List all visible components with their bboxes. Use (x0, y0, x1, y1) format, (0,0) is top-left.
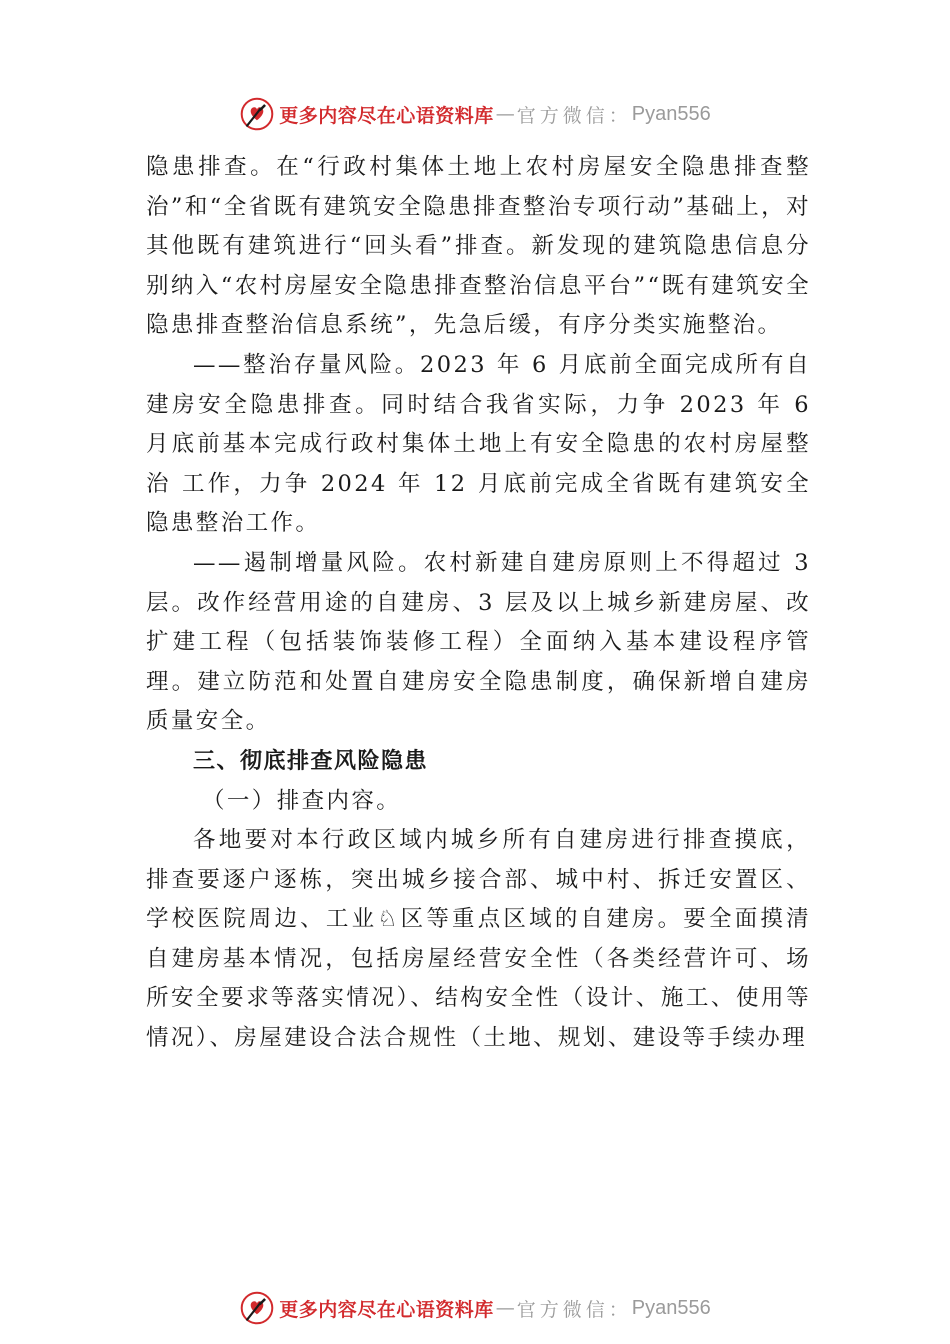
watermark-promo-text: 更多内容尽在心语资料库 (279, 104, 494, 127)
document-body (146, 148, 811, 1059)
watermark-dash: — (495, 103, 515, 125)
paragraph-1: 隐患排查。在“行政村集体土地上农村房屋安全隐患排查整治”和“全省既有建筑安全隐患排查整治专项行动”基础上，对其他既有建筑进行“回头看”排查。新发现的建筑隐患信息分别纳入“农村房屋安全隐患排查整治信息平台”“既有建筑安全隐患排查整治信息系统”，先急后缓，有序分类实施整治。 (146, 154, 811, 339)
subsection-heading: （一）排查内容。 (202, 787, 402, 814)
watermark-dash: — (495, 1297, 515, 1319)
paragraph-2: ——整治存量风险。2023 年 6 月底前全面完成所有自建房安全隐患排查。同时结合我省实际，力争 2023 年 6 月底前基本完成行政村集体土地上有安全隐患的农村房屋整治 工作，力争 2024 年 12 月底前完成全省既有建筑安全隐患整治工作。 (146, 351, 811, 537)
watermark-promo-text: 更多内容尽在心语资料库 (279, 1298, 494, 1321)
pen-heart-logo-icon (239, 1290, 275, 1326)
pen-heart-logo-icon (239, 96, 275, 132)
watermark-wechat-id: Pyan556 (631, 1296, 711, 1319)
watermark-wechat-label: 官方微信： (516, 104, 632, 127)
section-heading: 三、彻底排查风险隐患 (193, 748, 429, 774)
watermark-wechat-id: Pyan556 (631, 102, 711, 125)
watermark-banner-top (0, 94, 950, 134)
paragraph-3: ——遏制增量风险。农村新建自建房原则上不得超过 3 层。改作经营用途的自建房、3 层及以上城乡新建房屋、改扩建工程（包括装饰装修工程）全面纳入基本建设程序管理。建立防范和处置自建房安全隐患制度，确保新增自建房质量安全。 (146, 549, 811, 735)
watermark-banner-bottom (0, 1288, 950, 1328)
watermark-wechat-label: 官方微信： (516, 1298, 632, 1321)
paragraph-4: 各地要对本行政区域内城乡所有自建房进行排查摸底，排查要逐户逐栋，突出城乡接合部、城中村、拆迁安置区、 学校医院周边、工业♘区等重点区域的自建房。要全面摸清自建房基本情况，包括房屋经营安全性（各类经营许可、场所安全要求等落实情况）、结构安全性（设计、施工、使用等情况）、房屋建设合法合规性（土地、规划、建设等手续办理 (146, 827, 811, 1052)
